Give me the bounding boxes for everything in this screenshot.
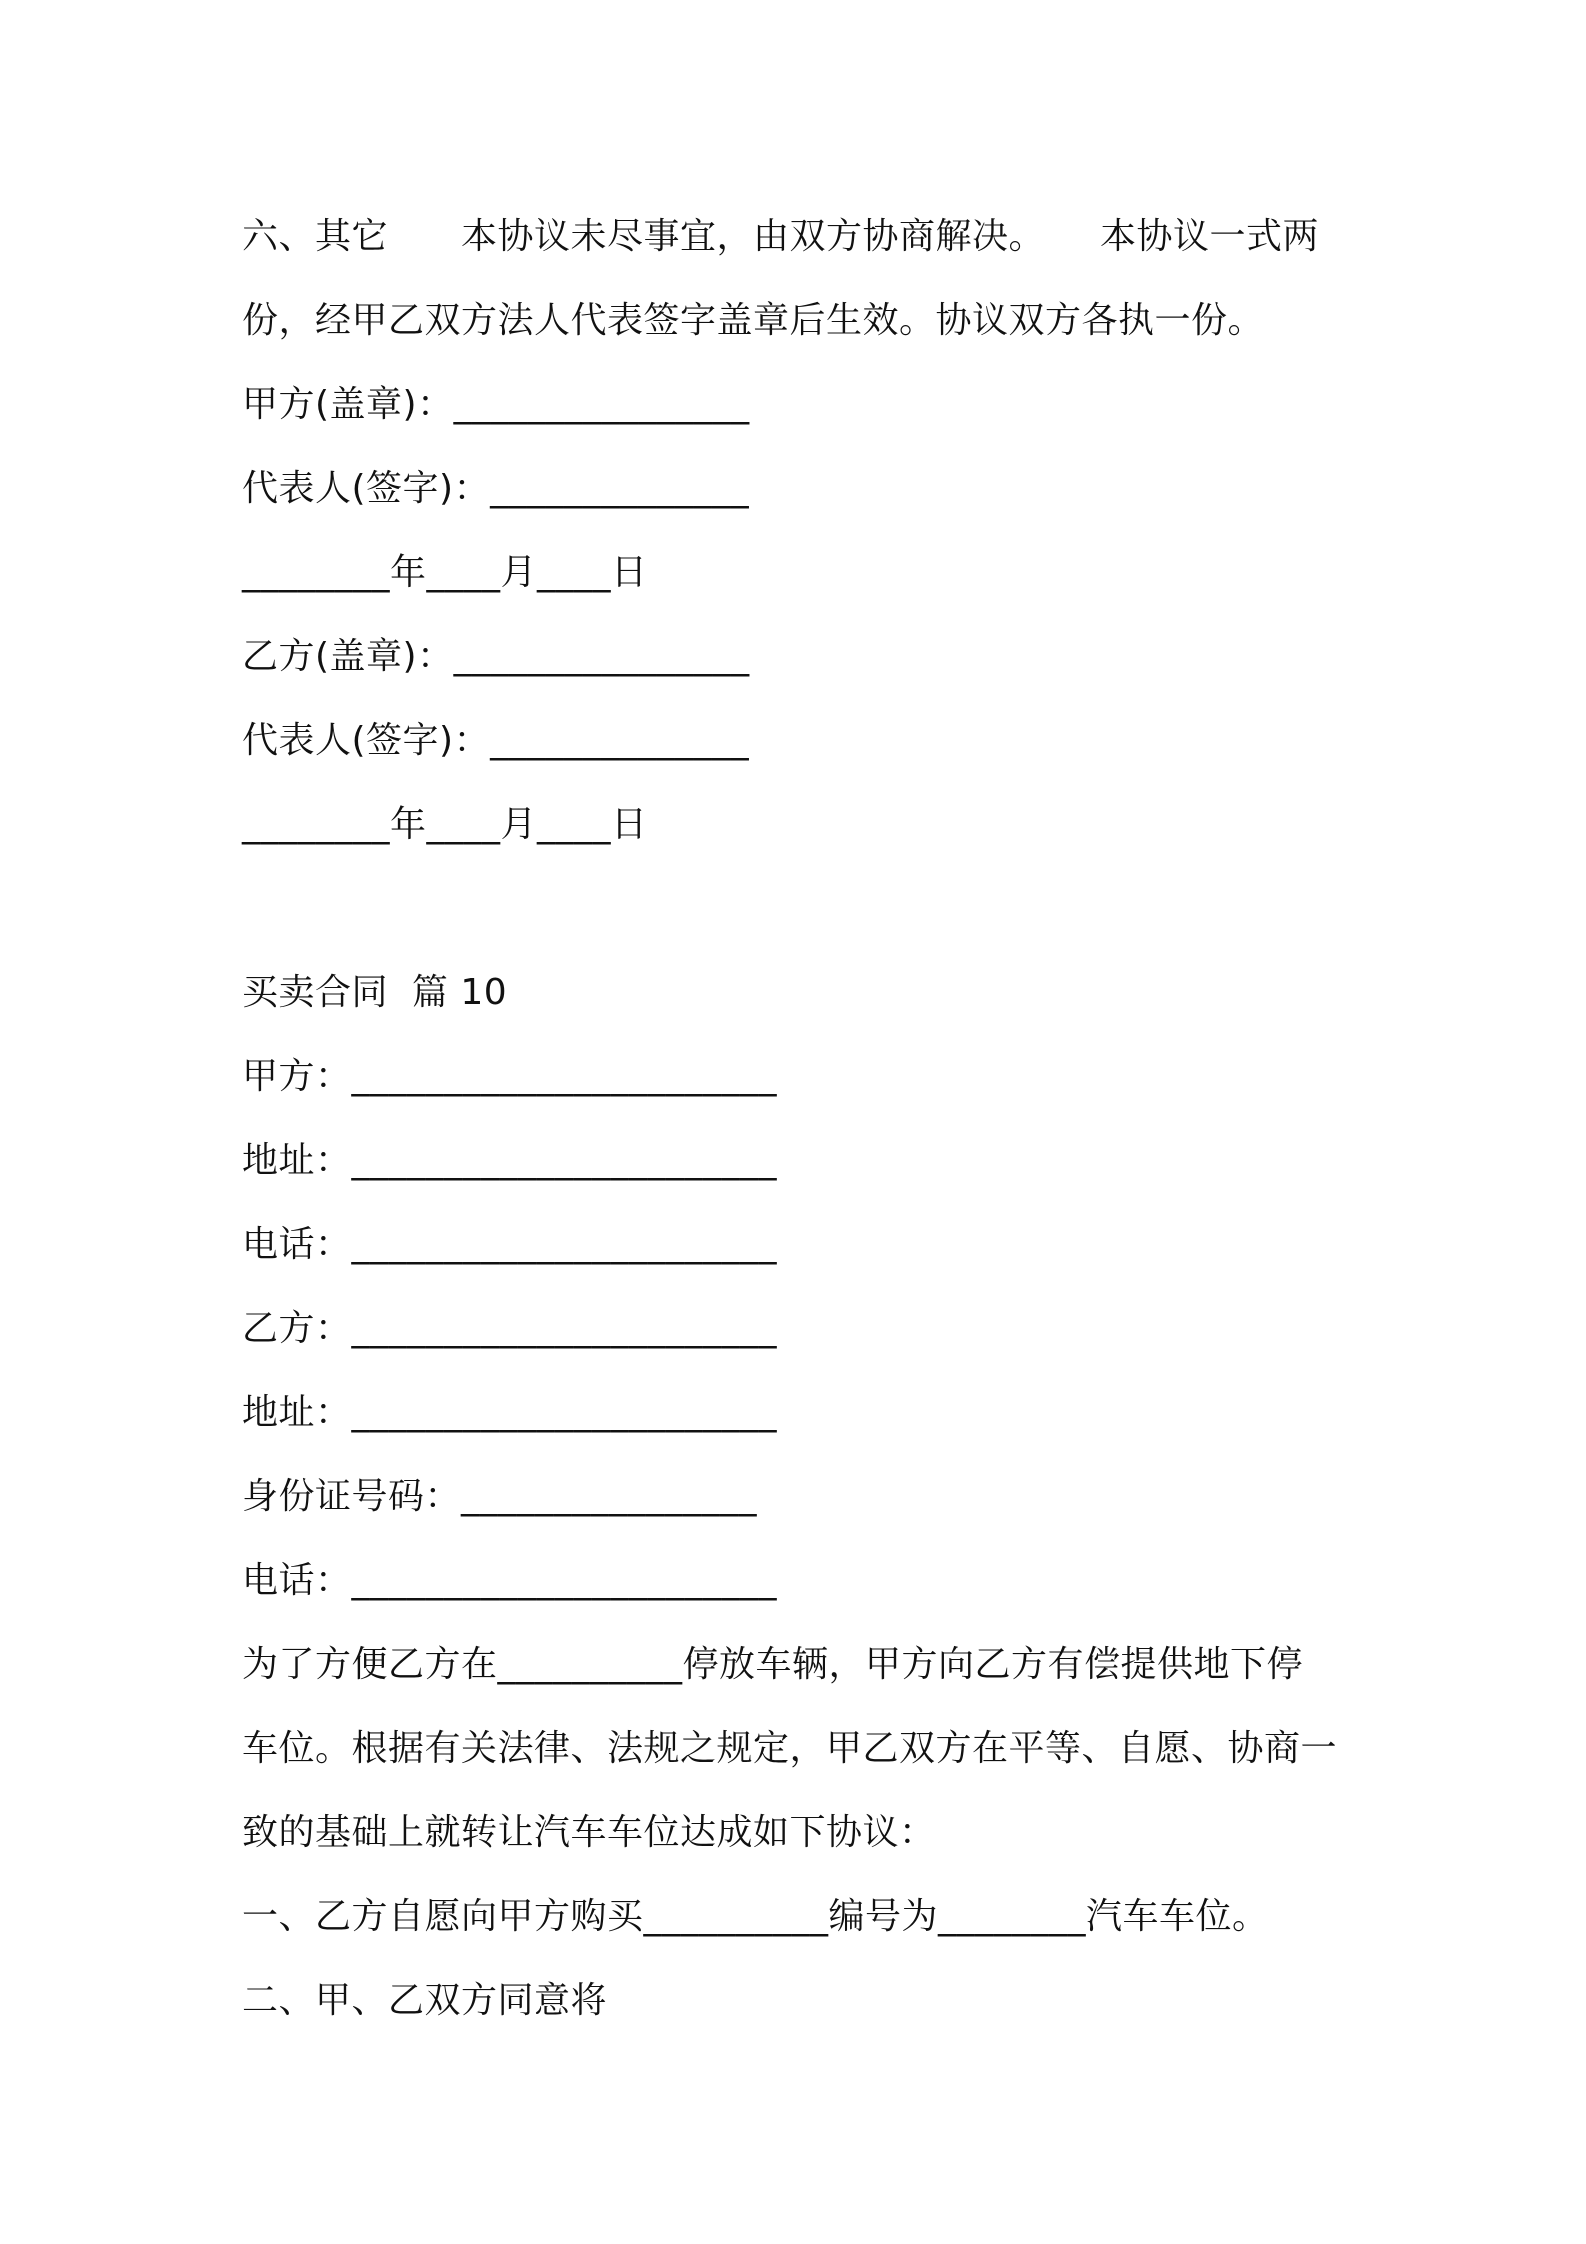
party-a-seal-field: 甲方(盖章)：________________ [242,384,750,425]
paragraph-other-terms: 六、其它 本协议未尽事宜，由双方协商解决。 本协议一式两 [242,216,1320,257]
party-a-representative-field: 代表人(签字)：______________ [242,468,750,509]
party-b-seal-field: 乙方(盖章)：________________ [242,636,750,677]
party-a-date-field: ________年____月____日 [242,552,648,593]
intro-paragraph-line3: 致的基础上就转让汽车车位达成如下协议： [242,1812,936,1853]
paragraph-effective: 份，经甲乙双方法人代表签字盖章后生效。协议双方各执一份。 [242,300,1265,341]
party-a-phone-field: 电话：_______________________ [242,1224,778,1265]
section-spacer [242,867,1362,951]
clause-two: 二、甲、乙双方同意将 [242,1980,608,2021]
party-b-date-field: ________年____月____日 [242,804,648,845]
party-b-phone-field: 电话：_______________________ [242,1560,778,1601]
document-body [242,195,1362,2043]
id-number-field: 身份证号码：________________ [242,1476,758,1517]
party-a-address-field: 地址：_______________________ [242,1140,778,1181]
clause-one: 一、乙方自愿向甲方购买__________编号为________汽车车位。 [242,1896,1269,1937]
party-b-address-field: 地址：_______________________ [242,1392,778,1433]
contract-title: 买卖合同 篇 10 [242,972,508,1013]
party-a-field: 甲方：_______________________ [242,1056,778,1097]
party-b-field: 乙方：_______________________ [242,1308,778,1349]
intro-paragraph-line1: 为了方便乙方在__________停放车辆，甲方向乙方有偿提供地下停 [242,1644,1304,1685]
party-b-representative-field: 代表人(签字)：______________ [242,720,750,761]
intro-paragraph-line2: 车位。根据有关法律、法规之规定，甲乙双方在平等、自愿、协商一 [242,1728,1338,1769]
